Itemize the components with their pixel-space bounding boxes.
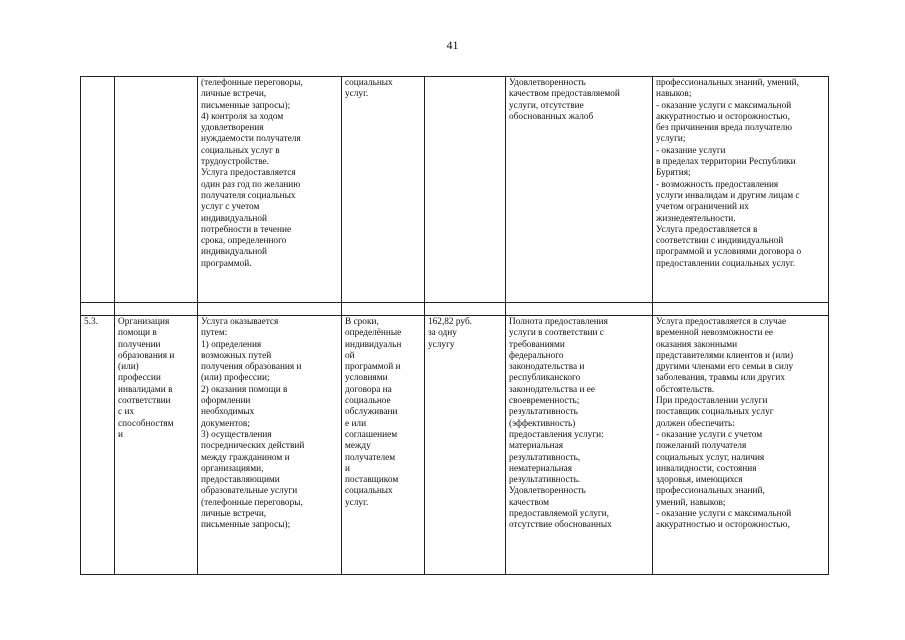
cell-text-line: предоставления услуги:	[509, 429, 604, 440]
cell-text-line: (телефонные переговоры,	[201, 78, 303, 88]
cell-text-line: индивидуальн	[345, 339, 402, 350]
cell-text-line: оказания законными	[656, 339, 738, 350]
cell-text-line: письменные запросы);	[201, 100, 291, 111]
cell-text-line: (телефонные переговоры,	[201, 497, 303, 508]
cell-text-line: аккуратностью и осторожностью,	[656, 520, 790, 531]
cell-text-line: получателя социальных	[201, 190, 296, 201]
cell-description	[198, 77, 342, 303]
cell-text-line: обоснованных жалоб	[509, 111, 594, 122]
cell-text-line: федерального	[509, 350, 564, 361]
cell-text-line: качеством предоставляемой	[509, 89, 620, 100]
cell-conditions	[653, 77, 829, 303]
cell-text-line: учетом ограничений их	[656, 202, 749, 213]
cell-text-line: е или	[345, 418, 367, 429]
cell-text-line: временной невозможности ее	[656, 328, 774, 339]
cell-text-line: поставщиком	[345, 475, 399, 486]
cell-text-line: индивидуальной	[201, 247, 267, 258]
cell-text-line: оформлении	[201, 396, 251, 407]
cell-terms	[342, 77, 425, 303]
cell-num	[81, 77, 115, 303]
services-table	[80, 76, 829, 575]
cell-text-line: законодательства и	[509, 362, 585, 373]
cell-text-line: пожеланий получателя	[656, 441, 747, 452]
cell-text-line: - оказание услуги с учетом	[656, 429, 763, 440]
cell-text-line: 4) контроля за ходом	[201, 111, 284, 122]
cell-text-line: социальное	[345, 396, 391, 407]
cell-text-line: здоровья, имеющихся	[656, 475, 743, 486]
cell-text-line: - оказание услуги с максимальной	[656, 509, 792, 520]
cell-text-line: (или) профессии;	[201, 373, 270, 384]
cell-indicators	[506, 316, 653, 575]
cell-text-line: поставщик социальных услуг	[656, 407, 774, 418]
cell-text-line: посреднических действий	[201, 441, 305, 452]
cell-text-line: Удовлетворенность	[509, 486, 586, 497]
cell-text-line: соответствии	[118, 396, 171, 407]
cell-text-line: навыков;	[656, 89, 692, 100]
cell-text-line: индивидуальной	[201, 213, 267, 224]
cell-text-line: ой	[345, 350, 355, 361]
cell-text-line: образовательные услуги	[201, 486, 298, 497]
cell-text-line: срока, определенного	[201, 236, 287, 247]
cell-text-line: требованиями	[509, 339, 565, 350]
cell-text-line: за одну	[428, 328, 457, 339]
cell-text-line: жизнедеятельности.	[656, 213, 736, 224]
cell-text-line: материальная	[509, 441, 563, 452]
cell-num	[81, 316, 115, 575]
cell-tariff	[425, 77, 506, 303]
cell-text-line: потребности в течение	[201, 224, 292, 235]
cell-terms	[342, 316, 425, 575]
table-row	[81, 316, 829, 575]
cell-text-line: представителями клиентов и (или)	[656, 350, 794, 361]
cell-text-line: Услуга предоставляется в	[656, 224, 758, 235]
cell-text-line: Услуга оказывается	[201, 317, 279, 327]
cell-text-line: нуждаемости получателя	[201, 134, 301, 145]
cell-text-line: соглашением	[345, 429, 398, 440]
cell-text-line: Удовлетворенность	[509, 78, 586, 88]
cell-text-line: услуги в соответствии с	[509, 328, 604, 339]
cell-text-line: предоставляющими	[201, 475, 280, 486]
cell-text-line: услуг с учетом	[201, 202, 260, 213]
cell-text-line: организациями,	[201, 463, 264, 474]
cell-text-line: результативность,	[509, 452, 581, 463]
cell-text-line: документов;	[201, 418, 250, 429]
cell-text-line: удовлетворения	[201, 123, 264, 134]
cell-text-line: Полнота предоставления	[509, 317, 608, 327]
cell-text-line: личные встречи,	[201, 509, 267, 520]
cell-text-line: услуг.	[345, 497, 369, 508]
cell-text-line: получателем	[345, 452, 396, 463]
cell-text-line: программой и условиями договора о	[656, 247, 802, 258]
cell-text-line: республиканского	[509, 373, 581, 384]
cell-text-line: необходимых	[201, 407, 255, 418]
cell-text-line: программой.	[201, 258, 252, 269]
cell-text-line: получения образования и	[201, 362, 302, 373]
cell-text-line: с их	[118, 407, 135, 418]
cell-text-line: соответствии с индивидуальной	[656, 236, 784, 247]
cell-text-line: способностям	[118, 418, 174, 429]
cell-text-line: 2) оказания помощи в	[201, 384, 288, 395]
cell-text-line: Бурятия;	[656, 168, 691, 179]
cell-text-line: (или)	[118, 362, 139, 373]
cell-text-line: возможных путей	[201, 350, 272, 361]
cell-text-line: умений, навыков;	[656, 497, 726, 508]
cell-text-line: социальных	[345, 78, 393, 88]
cell-text-line: предоставлении социальных услуг.	[656, 258, 796, 269]
cell-text-line: При предоставлении услуги	[656, 396, 768, 407]
cell-text-line: - оказание услуги	[656, 145, 726, 156]
cell-text-line: помощи в	[118, 328, 157, 339]
cell-text-line: услуги инвалидам и другим лицам с	[656, 190, 800, 201]
cell-text-line: и	[118, 429, 123, 440]
cell-service-name	[115, 316, 198, 575]
table-row	[81, 77, 829, 303]
cell-text-line: законодательства и ее	[509, 384, 595, 395]
cell-text-line: профессиональных знаний,	[656, 486, 765, 497]
cell-text-line: путем:	[201, 328, 228, 339]
cell-text-line: 1) определения	[201, 339, 262, 350]
cell-text-line: 162,82 руб.	[428, 317, 472, 327]
cell-indicators	[506, 77, 653, 303]
cell-text-line: трудоустройстве.	[201, 157, 269, 168]
cell-text-line: инвалидами в	[118, 384, 173, 395]
cell-text-line: социальных услуг, наличия	[656, 452, 765, 463]
cell-text-line: без причинения вреда получателю	[656, 123, 793, 134]
cell-text-line: результативность.	[509, 475, 581, 486]
cell-text-line: социальных	[345, 486, 393, 497]
cell-text-line: предоставляемой услуги,	[509, 509, 609, 520]
cell-service-name	[115, 77, 198, 303]
cell-tariff	[425, 316, 506, 575]
cell-text-line: 3) осуществления	[201, 429, 272, 440]
cell-text-line: социальных услуг в	[201, 145, 280, 156]
cell-text-line: Услуга предоставляется	[201, 168, 296, 179]
cell-text-line: Организация	[118, 317, 170, 327]
cell-text-line: услуги, отсутствие	[509, 100, 584, 111]
cell-text-line: качеством	[509, 497, 550, 508]
cell-text-line: программой и	[345, 362, 401, 373]
cell-text-line: другими членами его семьи в силу	[656, 362, 794, 373]
cell-text-line: нематериальная	[509, 463, 573, 474]
cell-text-line: один раз год по желанию	[201, 179, 301, 190]
cell-text-line: и	[345, 463, 350, 474]
cell-text-line: Услуга предоставляется в случае	[656, 317, 787, 327]
cell-text-line: 5.3.	[84, 317, 98, 327]
cell-text-line: профессии	[118, 373, 161, 384]
cell-text-line: условиями	[345, 373, 388, 384]
cell-text-line: инвалидности, состояния	[656, 463, 757, 474]
cell-conditions	[653, 316, 829, 575]
cell-text-line: профессиональных знаний, умений,	[656, 78, 799, 88]
cell-text-line: договора на	[345, 384, 392, 395]
cell-text-line: обслуживани	[345, 407, 398, 418]
cell-text-line: результативность	[509, 407, 578, 418]
cell-text-line: В сроки,	[345, 317, 379, 327]
cell-text-line: между гражданином и	[201, 452, 290, 463]
cell-text-line: личные встречи,	[201, 89, 267, 100]
cell-text-line: заболевания, травмы или других	[656, 373, 785, 384]
cell-text-line: - оказание услуги с максимальной	[656, 100, 792, 111]
cell-text-line: услугу	[428, 339, 455, 350]
cell-text-line: в пределах территории Республики	[656, 157, 796, 168]
cell-text-line: отсутствие обоснованных	[509, 520, 612, 531]
cell-description	[198, 316, 342, 575]
cell-text-line: между	[345, 441, 371, 452]
table-spacer-row	[81, 303, 829, 316]
cell-text-line: услуг.	[345, 89, 369, 100]
cell-text-line: (эффективность)	[509, 418, 576, 429]
cell-text-line: своевременность;	[509, 396, 580, 407]
cell-text-line: должен обеспечить:	[656, 418, 735, 429]
cell-text-line: услуги;	[656, 134, 686, 145]
cell-text-line: аккуратностью и осторожностью,	[656, 111, 790, 122]
cell-text-line: письменные запросы);	[201, 520, 291, 531]
cell-text-line: - возможность предоставления	[656, 179, 779, 190]
cell-text-line: определённые	[345, 328, 402, 339]
page-number: 41	[446, 38, 459, 52]
cell-text-line: обстоятельств.	[656, 384, 715, 395]
cell-text-line: образования и	[118, 350, 175, 361]
cell-text-line: получении	[118, 339, 161, 350]
